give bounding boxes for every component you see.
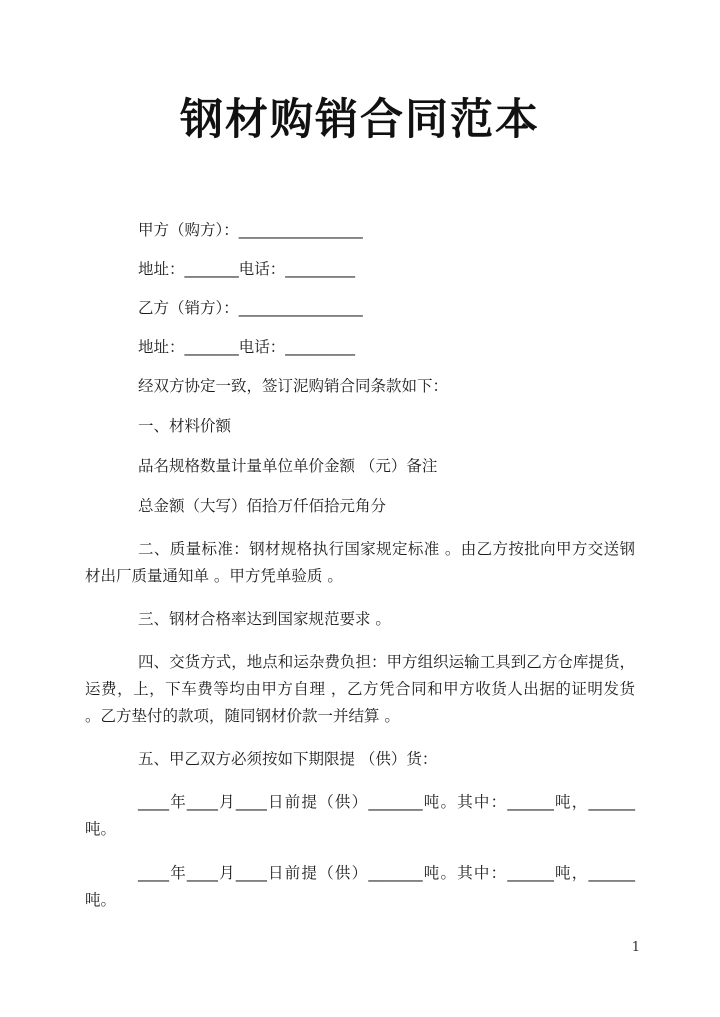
page-number: 1 [631,940,640,955]
material-table-header: 品名规格数量计量单位单价金额 （元）备注 [138,457,438,475]
delivery-line-1: ____年____月____日前提（供）_______吨。其中：______吨，______吨。 [85,793,635,838]
article-2-paragraph: 二、质量标准：钢材规格执行国家规定标准 。由乙方按批向甲方交送钢材出厂质量通知单 。甲方凭单验质 。 [85,540,635,585]
total-amount-line: 总金额（大写）佰拾万仟佰拾元角分 [138,497,387,515]
article-3-paragraph: 三、钢材合格率达到国家规范要求 。 [138,610,391,628]
document-body [85,218,635,931]
article-1-heading: 一、材料价额 [138,417,232,435]
article-5-paragraph: 五、甲乙双方必须按如下期限提 （供）货： [138,750,438,768]
address-a-line: 地址：_______电话：_________ [138,260,356,278]
party-a-line: 甲方（购方）：________________ [138,221,363,239]
delivery-line-2: ____年____月____日前提（供）_______吨。其中：______吨，______吨。 [85,864,635,909]
page-title: 钢材购销合同范本 [180,95,540,145]
party-b-line: 乙方（销方）：________________ [138,299,363,317]
address-b-line: 地址：_______电话：_________ [138,338,356,356]
article-4-paragraph: 四、交货方式，地点和运杂费负担：甲方组织运输工具到乙方仓库提货，运费，上，下车费等均由甲方自理 ，乙方凭合同和甲方收货人出据的证明发货 。乙方垫付的款项，随同钢材价款一并结算 。 [85,653,635,725]
preamble-paragraph: 经双方协定一致，签订泥购销合同条款如下： [138,377,449,395]
